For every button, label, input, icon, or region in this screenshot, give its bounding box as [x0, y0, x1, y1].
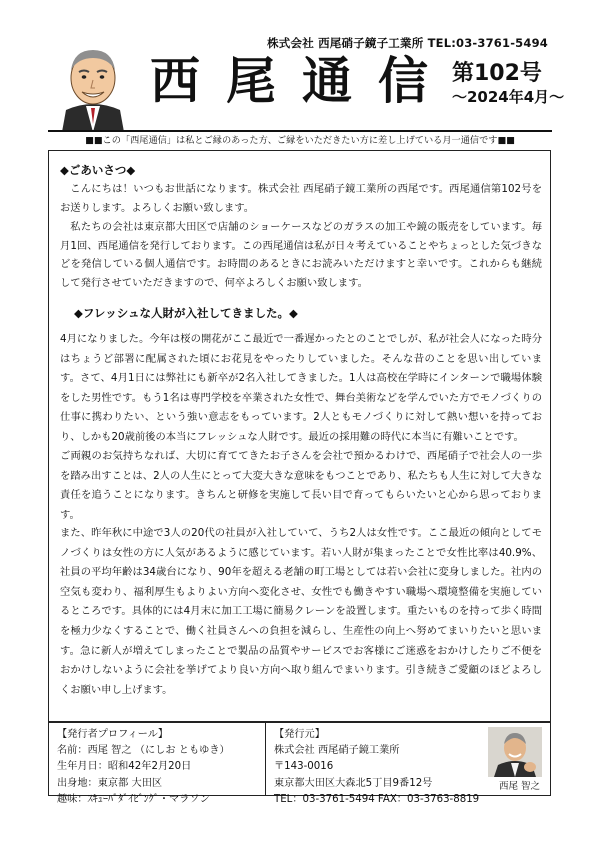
- publisher-contact: TEL：03-3761-5494 FAX：03-3763-8819: [274, 793, 480, 805]
- greeting-heading: ◆ごあいさつ◆: [60, 163, 136, 177]
- profile-name: 名前：西尾 智之 （にしお ともゆき）: [57, 745, 230, 757]
- profile-hobby: 趣味：ｽｷｭｰﾊﾞﾀﾞｲﾋﾞﾝｸﾞ・マラソン: [57, 793, 210, 805]
- profile-birthplace: 出身地：東京都 大田区: [57, 777, 163, 789]
- publisher-heading: 【発行元】: [274, 729, 325, 740]
- article-paragraph-2: ご両親のお気持ちなれば、大切に育ててきたお子さんを会社で預かるわけで、西尾硝子で社会人の一歩を踏み出すことは、2人の人生にとって大変大きな意味をもつことであり、私たちも人生に対して大きな責任を追うことになります。きちんと研修を実施して長い目で育ってもらいたいと心から思っております。: [60, 450, 542, 521]
- greeting-paragraph-2: 私たちの会社は東京都大田区で店舗のショーケースなどのガラスの加工や鏡の販売をしています。毎月1回、西尾通信を発行しております。この西尾通信は私が日々考えていることやちょっとした気づきなどを発信している個人通信です。お時間のあるときにお読みいただけますと幸いです。これからも継続して発行させていただきますので、何卒よろしくお願い致します。: [60, 221, 542, 289]
- newsletter-title: 西尾通信: [150, 51, 454, 110]
- article-paragraph-3: また、昨年秋に中途で3人の20代の社員が入社していて、うち2人は女性です。ここ最近の傾向としてモノづくりは女性の方に人気があるように感じています。若い人財が集まったことで女性比率は40.9%、社員の平均年齢は34歳台になり、90年を超える老舗の町工場としては若い会社に変身しました。社内の空気も変わり、福利厚生もよりよい方向へ変化させ、女性でも働きやすい職場へ環境整備を実施しているところです。具体的には4月末に加工工場に簡易クレーンを設置します。重たいものを持って歩く時間を極力少なくすることで、働く社員さんへの負担を減らし、生産性の向上へ努めてまいりたいと思います。急に新人が増えてしまったことで製品の品質やサービスでお客様にご迷惑をおかけしたりご不便をおかけしないように会社を挙げてより良い方向へ取り組んでまいります。引き続きご愛顧のほどよろしくお願い申し上げます。: [60, 527, 542, 696]
- publisher-company: 株式会社 西尾硝子鏡工業所: [274, 745, 400, 757]
- issue-block: [452, 62, 564, 106]
- tagline: ■■この「西尾通信」は私とご縁のあった方、ご縁をいただきたい方に差し上げている月一通信です■■: [85, 135, 515, 146]
- article-heading: ◆フレッシュな人財が入社してきました。◆: [74, 306, 298, 320]
- mascot-illustration: [58, 44, 128, 132]
- company-line: 株式会社 西尾硝子鏡子工業所 TEL:03-3761-5494: [267, 36, 548, 50]
- publisher-profile: [48, 722, 266, 805]
- article-paragraph-1: 4月になりました。今年は桜の開花がここ最近で一番遅かったとのことでしが、私が社会人になった時分はちょうど部署に配属された頃にお花見をやったりしていました。そんな昔のことを思い出しています。さて、4月1日には弊社にも新卒が2名入社してきました。1人は高校在学時にインターンで職場体験をした男性です。もう1名は専門学校を卒業された女性で、舞台美術などを学んでいた方でモノづくりの仕事に携わりたい、という強い意志をもっています。2人ともモノづくりに対して熱い想いを持っており、しかも20歳前後の本当にフレッシュな人財です。最近の採用難の時代に本当に有難いことです。: [60, 333, 542, 443]
- greeting-paragraph-1: こんにちは！いつもお世話になります。株式会社 西尾硝子鏡工業所の西尾です。西尾通信第102号をお送りします。よろしくお願い致します。: [60, 183, 542, 214]
- issue-date: ～2024年4月～: [452, 88, 565, 107]
- publisher-info: [266, 722, 551, 805]
- publisher-postal: 〒143-0016: [274, 761, 334, 773]
- profile-birthday: 生年月日：昭和42年2月20日: [57, 761, 192, 773]
- author-photo: [488, 727, 542, 777]
- photo-caption: 西尾 智之: [498, 781, 540, 792]
- issue-number: 第102号: [452, 61, 542, 86]
- publisher-address: 東京都大田区大森北5丁目9番12号: [274, 777, 433, 789]
- profile-heading: 【発行者プロフィール】: [57, 729, 169, 740]
